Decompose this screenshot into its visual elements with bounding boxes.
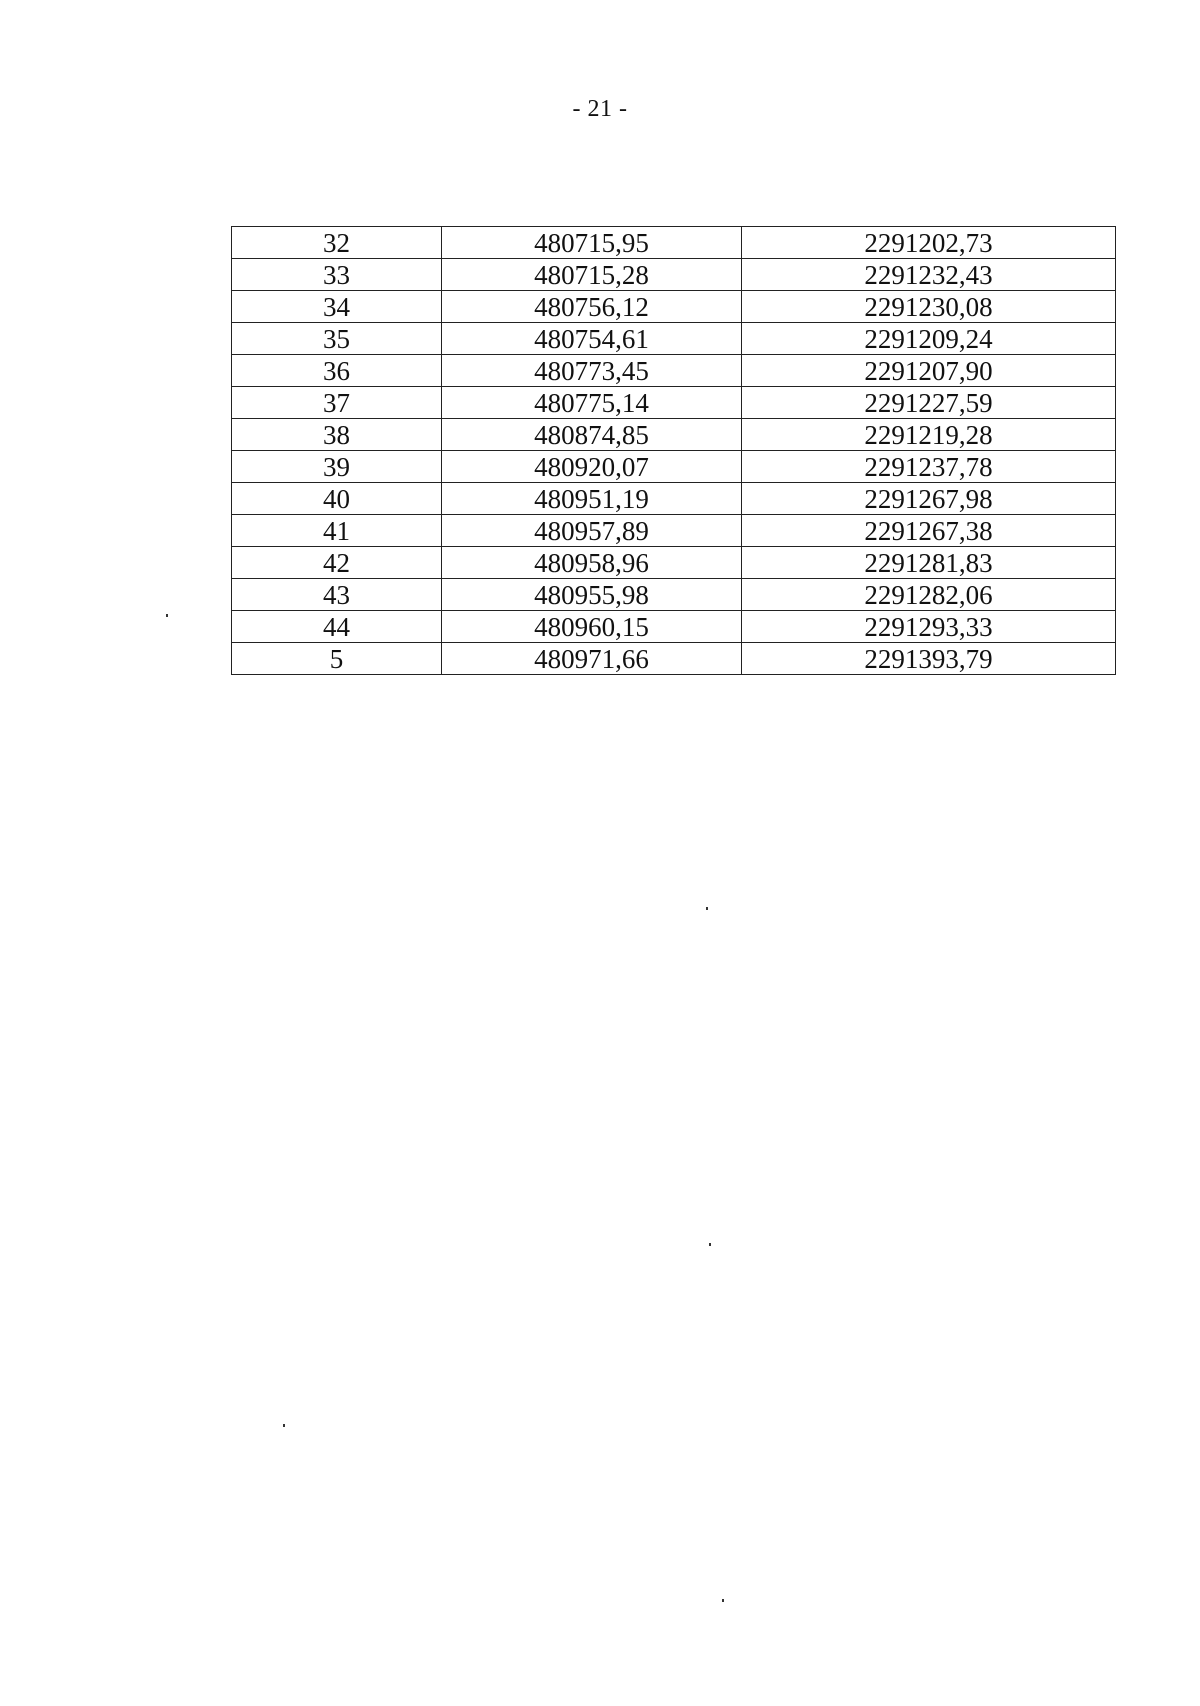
table-row (232, 483, 1116, 515)
y-coordinate-cell: 2291282,06 (742, 579, 1116, 611)
point-number-cell: 41 (232, 515, 442, 547)
x-coordinate-cell: 480960,15 (442, 611, 742, 643)
table-row (232, 291, 1116, 323)
point-number-cell: 36 (232, 355, 442, 387)
x-coordinate-cell: 480715,95 (442, 227, 742, 259)
x-coordinate-cell: 480715,28 (442, 259, 742, 291)
table-row (232, 419, 1116, 451)
scan-speck (722, 1599, 724, 1602)
coordinates-table (231, 226, 1116, 675)
x-coordinate-cell: 480951,19 (442, 483, 742, 515)
y-coordinate-cell: 2291237,78 (742, 451, 1116, 483)
y-coordinate-cell: 2291267,38 (742, 515, 1116, 547)
page-number: - 21 - (572, 96, 628, 122)
table-row (232, 579, 1116, 611)
point-number-cell: 44 (232, 611, 442, 643)
y-coordinate-cell: 2291267,98 (742, 483, 1116, 515)
table-row (232, 643, 1116, 675)
x-coordinate-cell: 480920,07 (442, 451, 742, 483)
point-number-cell: 40 (232, 483, 442, 515)
point-number-cell: 43 (232, 579, 442, 611)
y-coordinate-cell: 2291293,33 (742, 611, 1116, 643)
point-number-cell: 32 (232, 227, 442, 259)
point-number-cell: 5 (232, 643, 442, 675)
y-coordinate-cell: 2291209,24 (742, 323, 1116, 355)
table-row (232, 451, 1116, 483)
x-coordinate-cell: 480874,85 (442, 419, 742, 451)
point-number-cell: 33 (232, 259, 442, 291)
y-coordinate-cell: 2291227,59 (742, 387, 1116, 419)
table-row (232, 355, 1116, 387)
point-number-cell: 34 (232, 291, 442, 323)
x-coordinate-cell: 480754,61 (442, 323, 742, 355)
y-coordinate-cell: 2291219,28 (742, 419, 1116, 451)
table-row (232, 387, 1116, 419)
scan-speck (166, 614, 168, 617)
point-number-cell: 42 (232, 547, 442, 579)
x-coordinate-cell: 480756,12 (442, 291, 742, 323)
y-coordinate-cell: 2291207,90 (742, 355, 1116, 387)
coordinates-table-body (232, 227, 1116, 675)
table-row (232, 547, 1116, 579)
scan-speck (283, 1424, 285, 1427)
x-coordinate-cell: 480955,98 (442, 579, 742, 611)
y-coordinate-cell: 2291281,83 (742, 547, 1116, 579)
x-coordinate-cell: 480971,66 (442, 643, 742, 675)
table-row (232, 515, 1116, 547)
x-coordinate-cell: 480958,96 (442, 547, 742, 579)
x-coordinate-cell: 480775,14 (442, 387, 742, 419)
x-coordinate-cell: 480957,89 (442, 515, 742, 547)
table-row (232, 227, 1116, 259)
y-coordinate-cell: 2291202,73 (742, 227, 1116, 259)
x-coordinate-cell: 480773,45 (442, 355, 742, 387)
point-number-cell: 37 (232, 387, 442, 419)
table-row (232, 259, 1116, 291)
y-coordinate-cell: 2291230,08 (742, 291, 1116, 323)
point-number-cell: 38 (232, 419, 442, 451)
point-number-cell: 39 (232, 451, 442, 483)
y-coordinate-cell: 2291393,79 (742, 643, 1116, 675)
y-coordinate-cell: 2291232,43 (742, 259, 1116, 291)
scan-speck (706, 907, 708, 910)
table-row (232, 611, 1116, 643)
scan-speck (709, 1243, 711, 1246)
table-row (232, 323, 1116, 355)
point-number-cell: 35 (232, 323, 442, 355)
